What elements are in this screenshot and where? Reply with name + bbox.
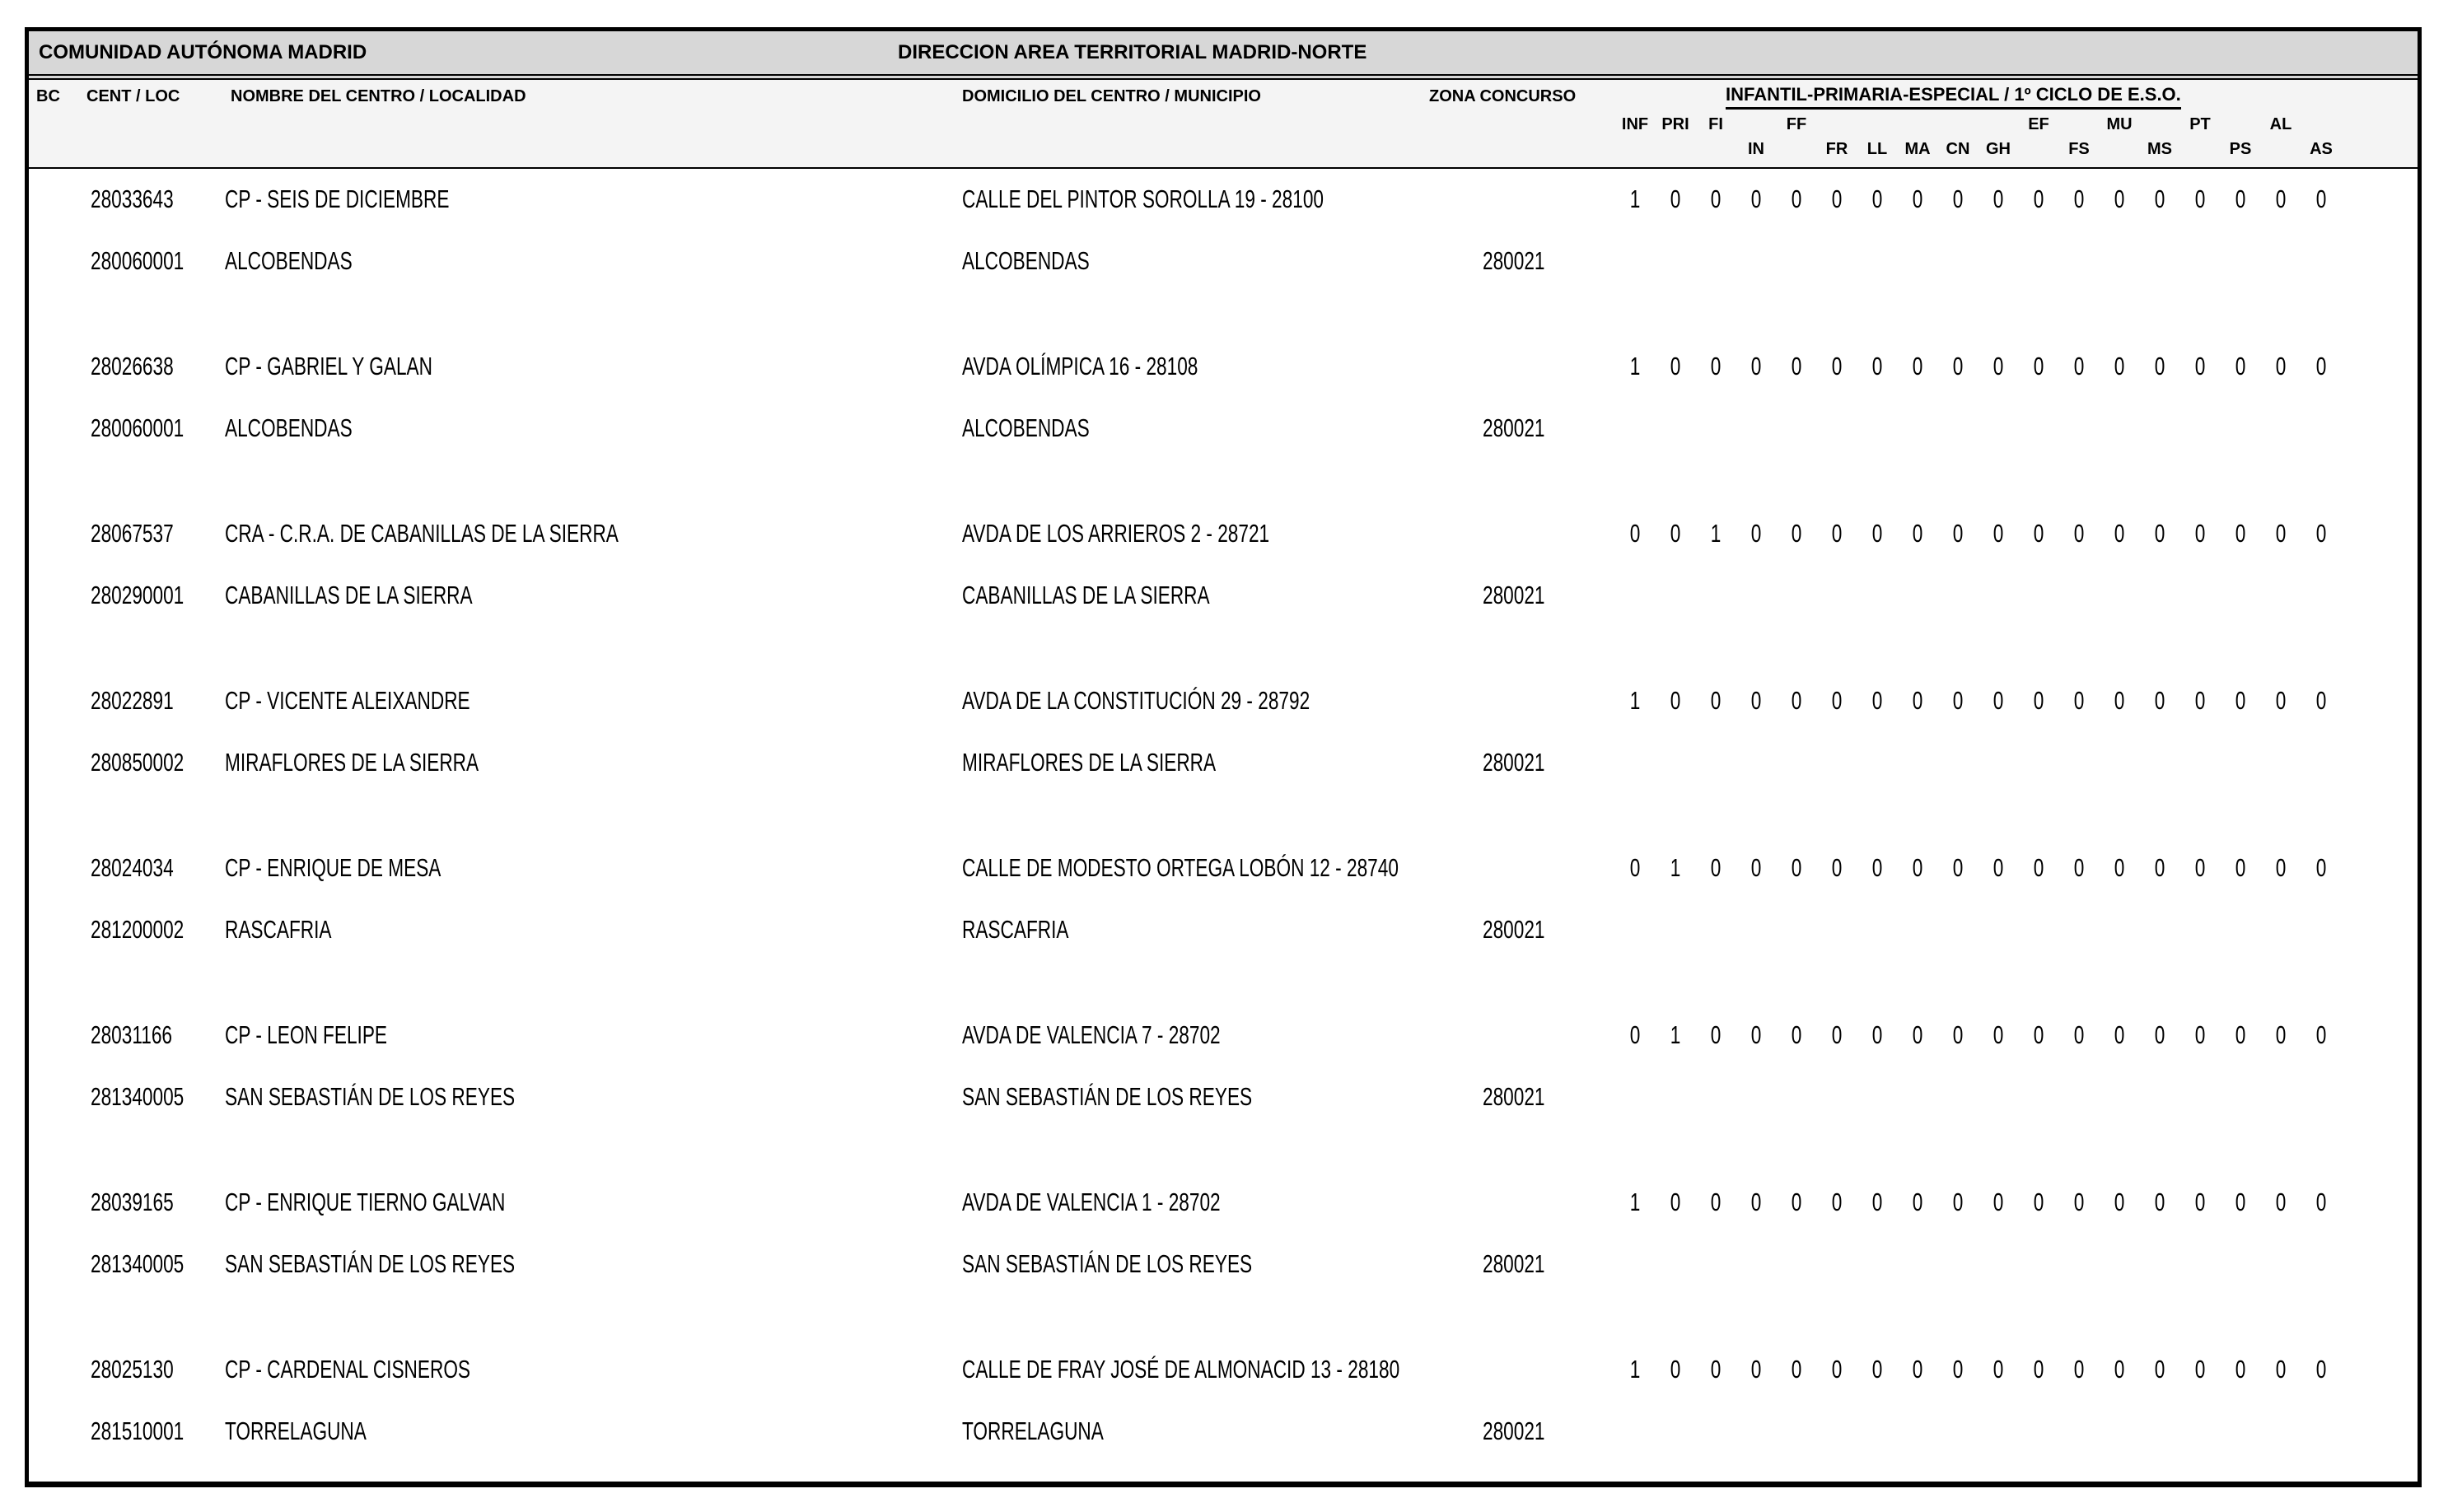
center-address: AVDA DE LOS ARRIEROS 2 - 28721 <box>962 519 1270 548</box>
vacancy-value-al: 0 <box>2275 686 2287 715</box>
vacancy-value-ma: 0 <box>1912 1355 1923 1384</box>
school-row <box>29 516 2418 647</box>
locality-code: 280060001 <box>91 413 185 442</box>
vacancy-value-inf: 1 <box>1629 352 1641 380</box>
vacancy-value-fi: 1 <box>1710 519 1722 548</box>
center-address: AVDA DE LA CONSTITUCIÓN 29 - 28792 <box>962 686 1310 715</box>
vacancy-value-ff: 0 <box>1791 519 1802 548</box>
vacancy-value-ef: 0 <box>2033 853 2044 882</box>
vacancy-value-pri: 0 <box>1670 519 1681 548</box>
vacancy-value-ma: 0 <box>1912 184 1923 213</box>
vacancy-value-ef: 0 <box>2033 686 2044 715</box>
vacancy-value-fi: 0 <box>1710 184 1722 213</box>
col-header-pri: PRI <box>1661 115 1689 133</box>
municipality-name: CABANILLAS DE LA SIERRA <box>962 581 1210 609</box>
center-name: CP - VICENTE ALEIXANDRE <box>225 686 470 715</box>
col-header-zona-concurso: ZONA CONCURSO <box>1429 87 1577 105</box>
vacancy-value-cn: 0 <box>1952 853 1964 882</box>
col-header-ma: MA <box>1904 140 1931 158</box>
vacancy-value-ll: 0 <box>1871 184 1883 213</box>
municipality-name: TORRELAGUNA <box>962 1416 1104 1445</box>
vacancy-value-fr: 0 <box>1831 352 1843 380</box>
vacancy-value-pt: 0 <box>2194 1355 2206 1384</box>
vacancy-value-al: 0 <box>2275 1020 2287 1049</box>
vacancy-value-mu: 0 <box>2114 519 2125 548</box>
school-row <box>29 1351 2418 1483</box>
vacancy-value-ps: 0 <box>2235 686 2246 715</box>
col-header-cn: CN <box>1946 140 1970 158</box>
locality-name: MIRAFLORES DE LA SIERRA <box>225 748 479 777</box>
vacancy-value-pri: 0 <box>1670 686 1681 715</box>
vacancy-value-pri: 0 <box>1670 1355 1681 1384</box>
vacancy-value-ll: 0 <box>1871 519 1883 548</box>
vacancy-value-inf: 0 <box>1629 1020 1641 1049</box>
vacancy-value-gh: 0 <box>1993 686 2004 715</box>
zone-value: 280021 <box>1483 413 1545 442</box>
vacancy-value-in: 0 <box>1750 1020 1762 1049</box>
vacancy-value-ff: 0 <box>1791 352 1802 380</box>
municipality-name: MIRAFLORES DE LA SIERRA <box>962 748 1217 777</box>
vacancy-value-gh: 0 <box>1993 184 2004 213</box>
school-row <box>29 850 2418 982</box>
vacancy-value-pt: 0 <box>2194 1188 2206 1216</box>
vacancy-value-ll: 0 <box>1871 686 1883 715</box>
vacancy-value-ms: 0 <box>2154 853 2165 882</box>
vacancy-value-ff: 0 <box>1791 853 1802 882</box>
zone-value: 280021 <box>1483 1416 1545 1445</box>
col-header-ef: EF <box>2028 115 2049 133</box>
vacancy-value-cn: 0 <box>1952 519 1964 548</box>
vacancy-value-fi: 0 <box>1710 352 1722 380</box>
vacancy-value-ef: 0 <box>2033 1188 2044 1216</box>
vacancy-value-gh: 0 <box>1993 519 2004 548</box>
vacancy-value-inf: 1 <box>1629 686 1641 715</box>
vacancy-value-fi: 0 <box>1710 1188 1722 1216</box>
locality-code: 281510001 <box>91 1416 185 1445</box>
municipality-name: RASCAFRIA <box>962 915 1069 944</box>
vacancy-value-mu: 0 <box>2114 853 2125 882</box>
vacancy-value-ms: 0 <box>2154 1355 2165 1384</box>
locality-name: SAN SEBASTIÁN DE LOS REYES <box>225 1082 516 1111</box>
vacancy-value-fr: 0 <box>1831 1355 1843 1384</box>
vacancy-value-pt: 0 <box>2194 1020 2206 1049</box>
col-header-fi: FI <box>1708 115 1723 133</box>
locality-name: SAN SEBASTIÁN DE LOS REYES <box>225 1249 516 1278</box>
vacancy-listing-table <box>25 27 2422 1487</box>
locality-name: ALCOBENDAS <box>225 413 353 442</box>
locality-name: ALCOBENDAS <box>225 246 353 275</box>
vacancy-value-in: 0 <box>1750 352 1762 380</box>
vacancy-value-al: 0 <box>2275 1355 2287 1384</box>
vacancy-value-in: 0 <box>1750 686 1762 715</box>
center-name: CP - ENRIQUE TIERNO GALVAN <box>225 1188 506 1216</box>
vacancy-value-in: 0 <box>1750 184 1762 213</box>
school-row <box>29 683 2418 814</box>
locality-code: 280290001 <box>91 581 185 609</box>
center-name: CP - GABRIEL Y GALAN <box>225 352 432 380</box>
center-address: CALLE DE MODESTO ORTEGA LOBÓN 12 - 28740 <box>962 853 1399 882</box>
vacancy-value-fs: 0 <box>2073 853 2085 882</box>
vacancy-value-pt: 0 <box>2194 519 2206 548</box>
vacancy-value-ms: 0 <box>2154 519 2165 548</box>
vacancy-value-ps: 0 <box>2235 1355 2246 1384</box>
col-header-in: IN <box>1748 140 1764 158</box>
center-code: 28067537 <box>91 519 174 548</box>
col-header-ll: LL <box>1866 140 1888 158</box>
vacancy-value-pt: 0 <box>2194 853 2206 882</box>
vacancy-value-ma: 0 <box>1912 519 1923 548</box>
zone-value: 280021 <box>1483 1082 1545 1111</box>
vacancy-value-fs: 0 <box>2073 1188 2085 1216</box>
center-address: CALLE DEL PINTOR SOROLLA 19 - 28100 <box>962 184 1324 213</box>
vacancy-value-pt: 0 <box>2194 352 2206 380</box>
vacancy-value-mu: 0 <box>2114 184 2125 213</box>
center-address: AVDA DE VALENCIA 7 - 28702 <box>962 1020 1221 1049</box>
vacancy-value-fs: 0 <box>2073 519 2085 548</box>
vacancy-value-ef: 0 <box>2033 1020 2044 1049</box>
vacancy-value-al: 0 <box>2275 1188 2287 1216</box>
school-row <box>29 1017 2418 1149</box>
vacancy-value-fi: 0 <box>1710 1020 1722 1049</box>
zone-value: 280021 <box>1483 581 1545 609</box>
vacancy-value-ef: 0 <box>2033 184 2044 213</box>
vacancy-value-ll: 0 <box>1871 853 1883 882</box>
vacancy-value-ll: 0 <box>1871 1020 1883 1049</box>
center-name: CP - SEIS DE DICIEMBRE <box>225 184 450 213</box>
vacancy-value-fi: 0 <box>1710 853 1722 882</box>
vacancy-value-in: 0 <box>1750 1188 1762 1216</box>
vacancy-value-mu: 0 <box>2114 686 2125 715</box>
vacancy-value-ps: 0 <box>2235 853 2246 882</box>
zone-value: 280021 <box>1483 915 1545 944</box>
locality-code: 281340005 <box>91 1082 185 1111</box>
vacancy-value-gh: 0 <box>1993 1355 2004 1384</box>
center-name: CP - LEON FELIPE <box>225 1020 388 1049</box>
vacancy-value-fr: 0 <box>1831 184 1843 213</box>
center-name: CP - CARDENAL CISNEROS <box>225 1355 471 1384</box>
zone-value: 280021 <box>1483 246 1545 275</box>
center-name: CP - ENRIQUE DE MESA <box>225 853 441 882</box>
vacancy-value-fr: 0 <box>1831 853 1843 882</box>
vacancy-value-fs: 0 <box>2073 1355 2085 1384</box>
col-header-cent-loc: CENT / LOC <box>86 87 180 105</box>
vacancy-value-cn: 0 <box>1952 352 1964 380</box>
center-code: 28031166 <box>91 1020 173 1049</box>
municipality-name: SAN SEBASTIÁN DE LOS REYES <box>962 1082 1253 1111</box>
zone-value: 280021 <box>1483 1249 1545 1278</box>
col-header-mu: MU <box>2106 115 2133 133</box>
col-header-gh: GH <box>1986 140 2011 158</box>
vacancy-value-cn: 0 <box>1952 184 1964 213</box>
vacancy-value-fs: 0 <box>2073 184 2085 213</box>
title-band <box>29 31 2418 80</box>
vacancy-value-ff: 0 <box>1791 184 1802 213</box>
vacancy-value-ms: 0 <box>2154 1188 2165 1216</box>
vacancy-value-cn: 0 <box>1952 1188 1964 1216</box>
vacancy-value-as: 0 <box>2315 1020 2327 1049</box>
vacancy-value-fr: 0 <box>1831 1188 1843 1216</box>
vacancy-value-ef: 0 <box>2033 1355 2044 1384</box>
vacancy-value-cn: 0 <box>1952 1355 1964 1384</box>
vacancy-value-inf: 0 <box>1629 519 1641 548</box>
col-header-bc: BC <box>36 87 60 105</box>
vacancy-value-ma: 0 <box>1912 352 1923 380</box>
vacancy-value-mu: 0 <box>2114 1355 2125 1384</box>
col-header-pt: PT <box>2189 115 2211 133</box>
vacancy-value-ll: 0 <box>1871 352 1883 380</box>
vacancy-value-as: 0 <box>2315 1188 2327 1216</box>
center-code: 28026638 <box>91 352 174 380</box>
center-address: AVDA OLÍMPICA 16 - 28108 <box>962 352 1198 380</box>
col-header-ms: MS <box>2147 140 2172 158</box>
vacancy-value-pri: 0 <box>1670 184 1681 213</box>
locality-name: TORRELAGUNA <box>225 1416 367 1445</box>
col-header-domicilio: DOMICILIO DEL CENTRO / MUNICIPIO <box>962 87 1261 105</box>
vacancy-value-ps: 0 <box>2235 352 2246 380</box>
vacancy-value-as: 0 <box>2315 686 2327 715</box>
vacancy-value-al: 0 <box>2275 519 2287 548</box>
vacancy-value-pt: 0 <box>2194 686 2206 715</box>
col-header-fr: FR <box>1825 140 1848 158</box>
col-header-as: AS <box>2310 140 2333 158</box>
vacancy-value-fs: 0 <box>2073 686 2085 715</box>
center-address: CALLE DE FRAY JOSÉ DE ALMONACID 13 - 28180 <box>962 1355 1400 1384</box>
col-header-fs: FS <box>2068 140 2090 158</box>
locality-code: 280850002 <box>91 748 185 777</box>
vacancy-value-ll: 0 <box>1871 1355 1883 1384</box>
vacancy-value-mu: 0 <box>2114 1020 2125 1049</box>
vacancy-value-fi: 0 <box>1710 686 1722 715</box>
vacancy-value-ps: 0 <box>2235 519 2246 548</box>
vacancy-value-in: 0 <box>1750 1355 1762 1384</box>
school-row <box>29 181 2418 313</box>
vacancy-value-ef: 0 <box>2033 352 2044 380</box>
col-header-ff: FF <box>1786 115 1807 133</box>
municipality-name: SAN SEBASTIÁN DE LOS REYES <box>962 1249 1253 1278</box>
vacancy-value-mu: 0 <box>2114 352 2125 380</box>
vacancy-value-ps: 0 <box>2235 184 2246 213</box>
vacancy-value-ff: 0 <box>1791 1020 1802 1049</box>
school-row <box>29 1184 2418 1316</box>
locality-code: 281200002 <box>91 915 185 944</box>
vacancy-value-ll: 0 <box>1871 1188 1883 1216</box>
center-code: 28039165 <box>91 1188 174 1216</box>
vacancy-value-in: 0 <box>1750 519 1762 548</box>
vacancy-value-pri: 0 <box>1670 1188 1681 1216</box>
vacancy-value-al: 0 <box>2275 352 2287 380</box>
vacancy-value-inf: 0 <box>1629 853 1641 882</box>
vacancy-value-fi: 0 <box>1710 1355 1722 1384</box>
vacancy-value-cn: 0 <box>1952 686 1964 715</box>
vacancy-value-ms: 0 <box>2154 184 2165 213</box>
vacancy-value-inf: 1 <box>1629 184 1641 213</box>
territorial-area-title: DIRECCION AREA TERRITORIAL MADRID-NORTE <box>898 41 1367 63</box>
locality-name: RASCAFRIA <box>225 915 332 944</box>
center-code: 28033643 <box>91 184 174 213</box>
vacancy-value-cn: 0 <box>1952 1020 1964 1049</box>
vacancy-value-ef: 0 <box>2033 519 2044 548</box>
vacancy-value-as: 0 <box>2315 519 2327 548</box>
vacancy-value-ff: 0 <box>1791 1355 1802 1384</box>
vacancy-value-pri: 0 <box>1670 352 1681 380</box>
vacancy-value-pt: 0 <box>2194 184 2206 213</box>
vacancy-value-ff: 0 <box>1791 1188 1802 1216</box>
vacancy-value-inf: 1 <box>1629 1355 1641 1384</box>
vacancy-value-ma: 0 <box>1912 686 1923 715</box>
vacancy-value-as: 0 <box>2315 184 2327 213</box>
vacancy-value-fr: 0 <box>1831 1020 1843 1049</box>
center-code: 28022891 <box>91 686 174 715</box>
vacancy-value-as: 0 <box>2315 853 2327 882</box>
vacancy-value-ms: 0 <box>2154 1020 2165 1049</box>
center-address: AVDA DE VALENCIA 1 - 28702 <box>962 1188 1221 1216</box>
col-header-nombre: NOMBRE DEL CENTRO / LOCALIDAD <box>231 87 526 105</box>
vacancy-value-al: 0 <box>2275 853 2287 882</box>
vacancy-value-al: 0 <box>2275 184 2287 213</box>
vacancy-value-fs: 0 <box>2073 352 2085 380</box>
vacancy-value-inf: 1 <box>1629 1188 1641 1216</box>
vacancy-value-ps: 0 <box>2235 1020 2246 1049</box>
vacancy-value-ff: 0 <box>1791 686 1802 715</box>
vacancy-value-pri: 1 <box>1670 1020 1681 1049</box>
zone-value: 280021 <box>1483 748 1545 777</box>
col-header-ps: PS <box>2229 140 2252 158</box>
col-header-inf: INF <box>1621 115 1649 133</box>
vacancy-value-ms: 0 <box>2154 686 2165 715</box>
vacancy-value-gh: 0 <box>1993 1020 2004 1049</box>
vacancy-value-fr: 0 <box>1831 686 1843 715</box>
vacancy-value-fr: 0 <box>1831 519 1843 548</box>
vacancy-value-ma: 0 <box>1912 1020 1923 1049</box>
vacancy-value-fs: 0 <box>2073 1020 2085 1049</box>
center-code: 28025130 <box>91 1355 174 1384</box>
locality-code: 281340005 <box>91 1249 185 1278</box>
center-name: CRA - C.R.A. DE CABANILLAS DE LA SIERRA <box>225 519 619 548</box>
vacancy-value-as: 0 <box>2315 1355 2327 1384</box>
vacancy-value-gh: 0 <box>1993 1188 2004 1216</box>
vacancy-value-pri: 1 <box>1670 853 1681 882</box>
locality-name: CABANILLAS DE LA SIERRA <box>225 581 473 609</box>
municipality-name: ALCOBENDAS <box>962 413 1090 442</box>
vacancy-value-ma: 0 <box>1912 853 1923 882</box>
vacancy-value-gh: 0 <box>1993 352 2004 380</box>
vacancy-value-in: 0 <box>1750 853 1762 882</box>
vacancy-value-gh: 0 <box>1993 853 2004 882</box>
region-title: COMUNIDAD AUTÓNOMA MADRID <box>39 41 367 63</box>
column-headers <box>29 80 2418 169</box>
school-row <box>29 348 2418 480</box>
col-group-title-infantil-primaria: INFANTIL-PRIMARIA-ESPECIAL / 1º CICLO DE E.S.O. <box>1726 85 2181 110</box>
municipality-name: ALCOBENDAS <box>962 246 1090 275</box>
vacancy-value-ps: 0 <box>2235 1188 2246 1216</box>
vacancy-value-mu: 0 <box>2114 1188 2125 1216</box>
vacancy-value-ma: 0 <box>1912 1188 1923 1216</box>
vacancy-value-ms: 0 <box>2154 352 2165 380</box>
locality-code: 280060001 <box>91 246 185 275</box>
vacancy-value-as: 0 <box>2315 352 2327 380</box>
center-code: 28024034 <box>91 853 174 882</box>
col-header-al: AL <box>2269 115 2292 133</box>
